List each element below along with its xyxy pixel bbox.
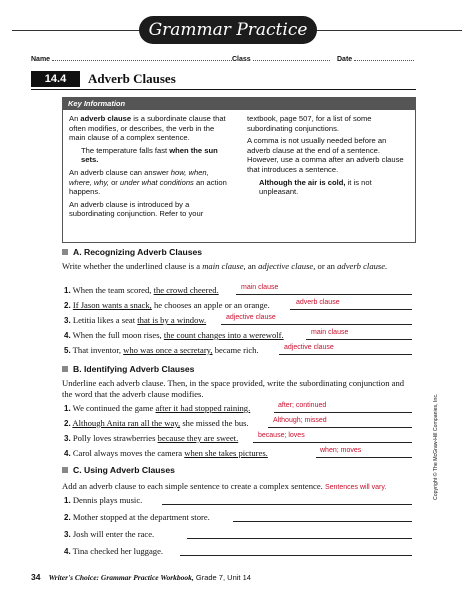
exercise-a-1: 1. When the team scored, the crowd cheered. [64,285,219,295]
key-information-heading: Key Information [63,98,415,110]
exercise-a-5: 5. That inventor, who was once a secretary, became rich. [64,345,259,355]
page-number: 34 [31,572,41,582]
section-c-instructions: Add an adverb clause to each simple sentence to create a complex sentence. Sentences will vary. [62,481,387,491]
name-label: Name [31,56,51,63]
answer-a-2: adverb clause [296,299,340,306]
footer-unit: Unit 14 [227,573,251,582]
footer-book-title: Writer's Choice: Grammar Practice Workbook, [48,573,194,582]
name-blank[interactable] [52,55,232,61]
section-a-instructions: Write whether the underlined clause is a main clause, an adjective clause, or an adverb clause. [62,261,388,271]
exercise-c-4: 4. Tina checked her luggage. [64,546,164,556]
answer-line-b-1[interactable] [274,412,412,413]
answer-a-5: adjective clause [284,344,334,351]
exercise-b-3: 3. Polly loves strawberries because they are sweet. [64,433,239,443]
key-info-conjunction: An adverb clause is introduced by a subordinating conjunction. Refer to your [69,199,204,219]
answer-line-b-2[interactable] [268,427,412,428]
answer-line-c-1[interactable] [162,504,412,505]
class-label: Class [232,56,251,63]
answer-line-a-2[interactable] [290,309,412,310]
answer-line-c-2[interactable] [233,521,412,522]
answer-a-1: main clause [241,284,279,291]
section-a-title: A. Recognizing Adverb Clauses [62,247,202,257]
footer-grade: Grade 7, [195,573,226,582]
answer-line-a-1[interactable] [236,294,412,295]
section-c-title: C. Using Adverb Clauses [62,465,175,475]
key-info-column-left [69,114,227,222]
copyright-notice: Copyright © The McGraw-Hill Companies, Inc. [433,393,439,500]
answer-b-1: after; continued [278,402,327,409]
answer-a-4: main clause [311,329,349,336]
key-info-textbook-ref: textbook, page 507, for a list of some subordinating conjunctions. [247,114,372,133]
answer-line-b-4[interactable] [316,457,412,458]
answer-b-4: when; moves [320,447,362,454]
answer-line-a-4[interactable] [306,339,412,340]
key-info-definition: An adverb clause is a subordinate clause that often modifies, or describes, the verb in the main clause of a complex sentence. [69,114,226,143]
exercise-b-4: 4. Carol always moves the camera when she takes pictures. [64,448,268,458]
key-info-comma-rule: A comma is not usually needed before an adverb clause at the end of a sentence. However, use a comma after an adverb clause that introduces a sentence. [247,136,404,174]
exercise-b-2: 2. Although Anita ran all the way, she missed the bus. [64,418,249,428]
answer-line-c-3[interactable] [187,538,412,539]
section-b-title: B. Identifying Adverb Clauses [62,364,194,374]
key-information-box [62,97,416,243]
lesson-rule [31,89,416,90]
key-info-example-1: The temperature falls fast when the sun sets. [81,145,218,165]
answer-line-c-4[interactable] [180,555,412,556]
answer-line-a-5[interactable] [279,354,412,355]
section-b-instructions: Underline each adverb clause. Then, in the space provided, write the subordinating conjunction and the word that the adverb clause modifies. [62,378,405,399]
exercise-a-4: 4. When the full moon rises, the count changes into a werewolf. [64,330,284,340]
date-field[interactable] [337,55,414,63]
exercise-c-3: 3. Josh will enter the race. [64,529,155,539]
answer-b-3: because; loves [258,432,305,439]
key-info-column-right [247,114,409,200]
page-banner: Grammar Practice [139,16,317,44]
answer-line-a-3[interactable] [221,324,412,325]
exercise-c-1: 1. Dennis plays music. [64,495,143,505]
answer-b-2: Although; missed [273,417,327,424]
page-footer [31,572,251,582]
name-field[interactable] [31,55,232,63]
key-info-questions: An adverb clause can answer how, when, where, why, or under what conditions an action happens. [69,167,227,197]
key-info-example-2: Although the air is cold, it is not unpleasant. [259,177,372,197]
section-c-answer-note: Sentences will vary. [324,484,387,491]
date-blank[interactable] [354,55,414,61]
exercise-b-1: 1. We continued the game after it had stopped raining. [64,403,251,413]
exercise-a-3: 3. Letitia likes a seat that is by a window. [64,315,207,325]
exercise-a-2: 2. If Jason wants a snack, he chooses an apple or an orange. [64,300,270,310]
exercise-c-2: 2. Mother stopped at the department store. [64,512,210,522]
class-field[interactable] [232,55,330,63]
date-label: Date [337,56,353,63]
lesson-title: Adverb Clauses [88,71,176,86]
lesson-number: 14.4 [31,71,80,87]
answer-line-b-3[interactable] [253,442,412,443]
class-blank[interactable] [253,55,330,61]
answer-a-3: adjective clause [226,314,276,321]
